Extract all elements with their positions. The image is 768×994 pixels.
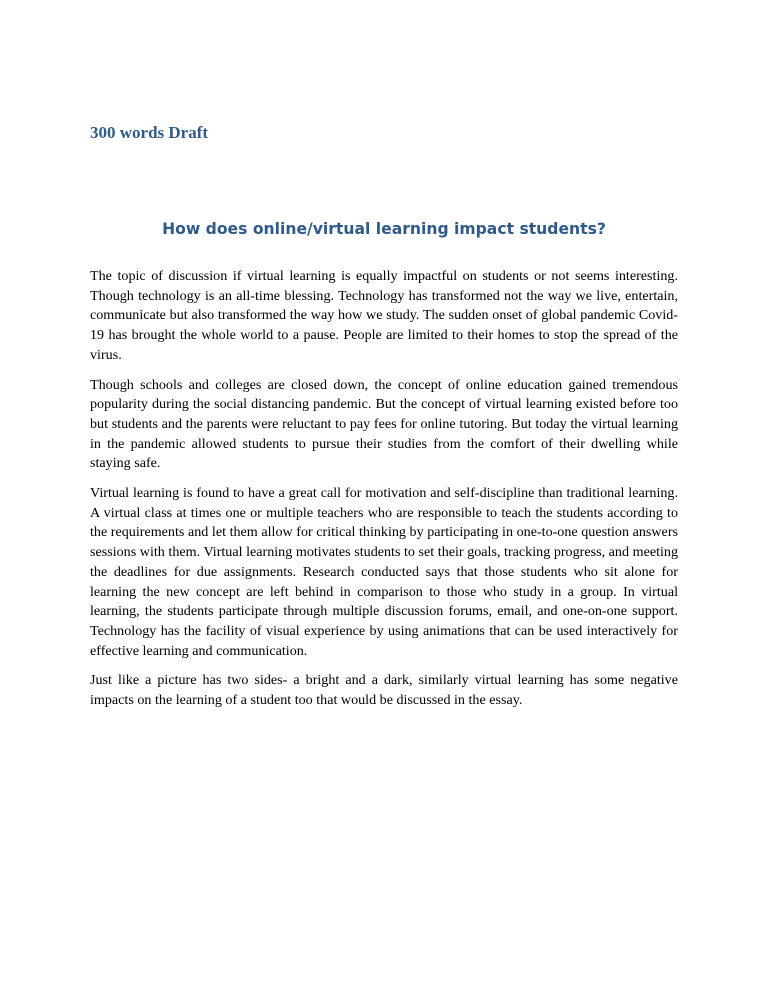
- paragraph-4: Just like a picture has two sides- a bright and a dark, similarly virtual learning has some negative impacts on the learning of a student too that would be discussed in the essay.: [90, 672, 678, 709]
- draft-title: 300 words Draft: [90, 123, 209, 142]
- paragraph-1: The topic of discussion if virtual learning is equally impactful on students or not seems interesting. Though technology is an all-time blessing. Technology has transformed not the way we live, entertain, communicate but also transformed the way how we study. The sudden onset of global pandemic Covid-19 has brought the whole world to a pause. People are limited to their homes to stop the spread of the virus.: [90, 268, 678, 363]
- essay-body: [90, 267, 678, 721]
- essay-title: How does online/virtual learning impact students?: [162, 220, 606, 238]
- paragraph-2: Though schools and colleges are closed down, the concept of online education gained tremendous popularity during the social distancing pandemic. But the concept of virtual learning existed before too but students and the parents were reluctant to pay fees for online tutoring. But today the virtual learning in the pandemic allowed students to pursue their studies from the comfort of their dwelling while staying safe.: [90, 376, 678, 472]
- paragraph-3: Virtual learning is found to have a great call for motivation and self-discipline than traditional learning. A virtual class at times one or multiple teachers who are responsible to teach the students according to the requirements and let them allow for critical thinking by participating in one-to-one question answers sessions with them. Virtual learning motivates students to set their goals, tracking progress, and meeting the deadlines for due assignments. Research conducted says that those students who sit alone for learning the new concept are left behind in comparison to those who study in a group. In virtual learning, the students participate through multiple discussion forums, email, and one-on-one support. Technology has the facility of visual experience by using animations that can be used interactively for effective learning and communication.: [90, 485, 678, 659]
